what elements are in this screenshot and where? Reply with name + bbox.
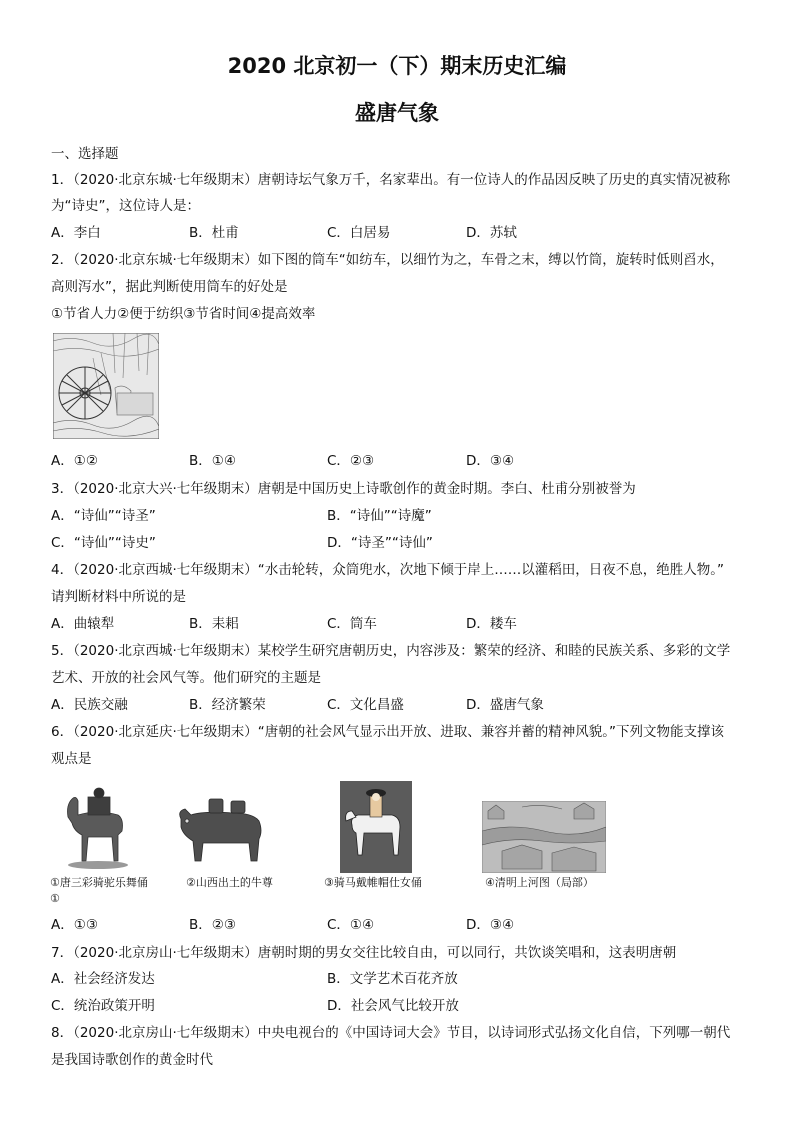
q1-option-b: B．杜甫 xyxy=(189,225,239,241)
q1-option-c: C．白居易 xyxy=(327,225,391,241)
q4-option-b: B．耒耜 xyxy=(189,616,239,632)
q7-option-b: B．文学艺术百花齐放 xyxy=(327,971,458,987)
q4-option-c: C．筒车 xyxy=(327,616,377,632)
q6-option-b: B．②③ xyxy=(189,917,236,933)
question-2-statements: ①节省人力②便于纺织③节省时间④提高效率 xyxy=(51,306,316,322)
q6-caption-2: ②山西出土的牛尊 xyxy=(186,876,273,889)
ox-zun-image xyxy=(173,797,269,871)
q6-caption-4: ④清明上河图（局部） xyxy=(485,876,594,889)
q6-caption-1-extra: ① xyxy=(50,892,60,905)
question-8-text-cont: 是我国诗歌创作的黄金时代 xyxy=(51,1052,213,1068)
question-2-text-cont: 高则泻水”，据此判断使用筒车的好处是 xyxy=(51,279,288,295)
q5-option-b: B．经济繁荣 xyxy=(189,697,266,713)
page-title: 2020 北京初一（下）期末历史汇编 xyxy=(227,54,567,78)
q7-option-c: C．统治政策开明 xyxy=(51,998,155,1014)
question-3-text: 3．（2020·北京大兴·七年级期末）唐朝是中国历史上诗歌创作的黄金时期。李白、杜甫分别被誉为 xyxy=(51,481,636,497)
water-wheel-image xyxy=(53,333,159,439)
question-8-text: 8．（2020·北京房山·七年级期末）中央电视台的《中国诗词大会》节目，以诗词形式弘扬文化自信，下列哪一朝代 xyxy=(51,1025,731,1041)
question-2-text: 2．（2020·北京东城·七年级期末）如下图的筒车“如纺车，以细竹为之，车骨之末，缚以竹筒，旋转时低则舀水， xyxy=(51,252,724,268)
q1-option-a: A．李白 xyxy=(51,225,101,241)
q5-option-c: C．文化昌盛 xyxy=(327,697,404,713)
question-1-text-cont: 为“诗史”，这位诗人是： xyxy=(51,198,200,214)
q3-option-c: C．“诗仙”“诗史” xyxy=(51,535,156,551)
q7-option-d: D．社会风气比较开放 xyxy=(327,998,459,1014)
q6-option-c: C．①④ xyxy=(327,917,375,933)
q5-option-a: A．民族交融 xyxy=(51,697,128,713)
page-subtitle: 盛唐气象 xyxy=(355,101,439,125)
q3-option-d: D．“诗圣”“诗仙” xyxy=(327,535,433,551)
question-7-text: 7．（2020·北京房山·七年级期末）唐朝时期的男女交往比较自由，可以同行，共饮谈笑唱和，这表明唐朝 xyxy=(51,945,677,961)
section-heading: 一、选择题 xyxy=(51,146,119,162)
question-5-text: 5．（2020·北京西城·七年级期末）某校学生研究唐朝历史，内容涉及：繁荣的经济、和睦的民族关系、多彩的文学 xyxy=(51,643,731,659)
q4-option-d: D．耧车 xyxy=(466,616,517,632)
question-4-text-cont: 请判断材料中所说的是 xyxy=(51,589,186,605)
question-6-text: 6．（2020·北京延庆·七年级期末）“唐朝的社会风气显示出开放、进取、兼容并蓄的精神风貌。”下列文物能支撑该 xyxy=(51,724,725,740)
tang-sancai-camel-image xyxy=(58,783,132,871)
q5-option-d: D．盛唐气象 xyxy=(466,697,544,713)
question-4-text: 4．（2020·北京西城·七年级期末）“水击轮转，众筒兜水，次地下倾于岸上……以灌稻田，日夜不息，绝胜人物。” xyxy=(51,562,725,578)
horse-rider-figurine-image xyxy=(340,781,412,873)
q6-caption-1: ①唐三彩骑驼乐舞俑 xyxy=(50,876,148,889)
q2-option-b: B．①④ xyxy=(189,453,236,469)
q6-option-d: D．③④ xyxy=(466,917,515,933)
qingming-scroll-image xyxy=(482,801,606,873)
water-wheel xyxy=(59,367,111,419)
q6-option-a: A．①③ xyxy=(51,917,98,933)
q3-option-a: A．“诗仙”“诗圣” xyxy=(51,508,156,524)
q3-option-b: B．“诗仙”“诗魔” xyxy=(327,508,432,524)
q6-caption-3: ③骑马戴帷帽仕女俑 xyxy=(324,876,422,889)
question-1-text: 1．（2020·北京东城·七年级期末）唐朝诗坛气象万千，名家辈出。有一位诗人的作品因反映了历史的真实情况被称 xyxy=(51,172,731,188)
q1-option-d: D．苏轼 xyxy=(466,225,517,241)
q2-option-a: A．①② xyxy=(51,453,98,469)
question-5-text-cont: 艺术、开放的社会风气等。他们研究的主题是 xyxy=(51,670,321,686)
q7-option-a: A．社会经济发达 xyxy=(51,971,155,987)
q2-option-d: D．③④ xyxy=(466,453,515,469)
q4-option-a: A．曲辕犁 xyxy=(51,616,115,632)
question-6-text-cont: 观点是 xyxy=(51,751,92,767)
q2-option-c: C．②③ xyxy=(327,453,375,469)
